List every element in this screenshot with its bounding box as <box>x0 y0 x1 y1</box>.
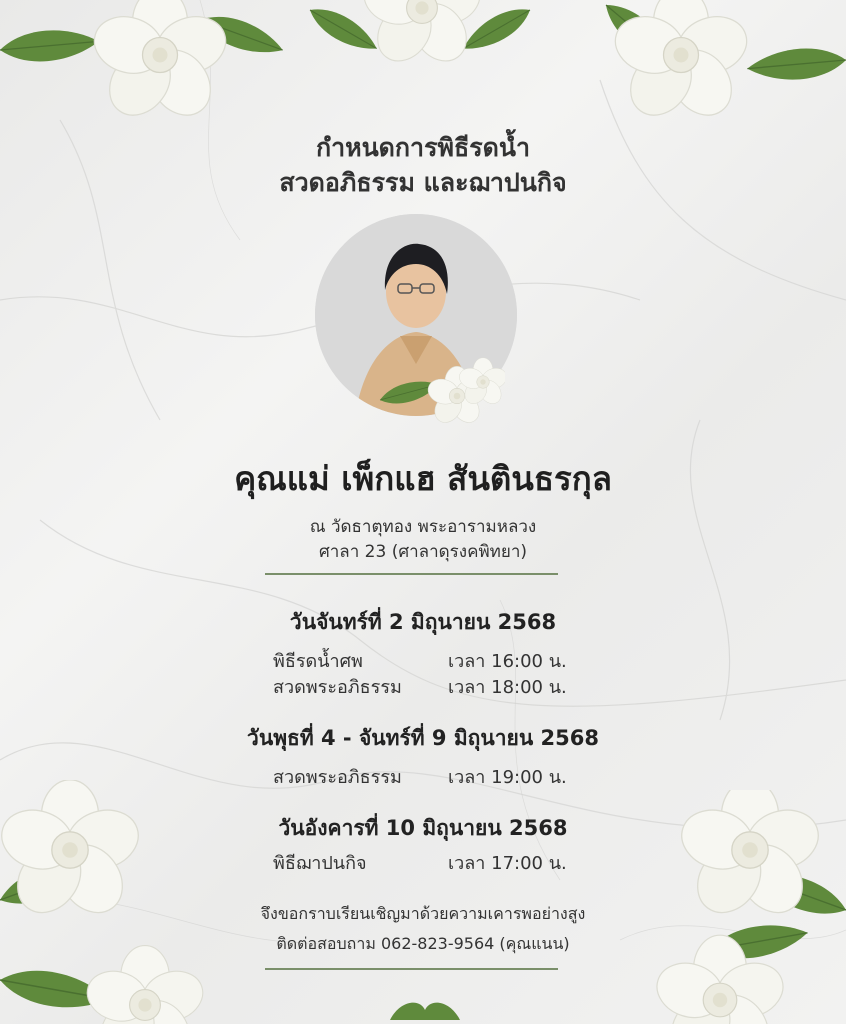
schedule-day-2: วันพุธที่ 4 - จันทร์ที่ 9 มิถุนายน 2568 <box>247 726 599 750</box>
event-name: สวดพระอภิธรรม <box>273 767 402 788</box>
schedule-event <box>273 848 593 872</box>
schedule-event <box>273 672 593 696</box>
location-line-1: ณ วัดธาตุทอง พระอารามหลวง <box>309 517 537 537</box>
schedule-event <box>273 646 593 670</box>
invitation-text: จึงขอกราบเรียนเชิญมาด้วยความเคารพอย่างสูง <box>260 904 586 923</box>
header-line-2: สวดอภิธรรม และฌาปนกิจ <box>279 168 567 197</box>
event-time: เวลา 18:00 น. <box>448 677 567 698</box>
event-name: สวดพระอภิธรรม <box>273 677 402 698</box>
contact-text: ติดต่อสอบถาม 062-823-9564 (คุณแนน) <box>276 934 570 953</box>
location-line-2: ศาลา 23 (ศาลาดุรงคพิทยา) <box>318 542 528 562</box>
schedule-day-3: วันอังคารที่ 10 มิถุนายน 2568 <box>278 816 568 840</box>
event-name: พิธีรดน้ำศพ <box>273 651 363 672</box>
event-name: พิธีฌาปนกิจ <box>273 853 367 874</box>
schedule-day-1: วันจันทร์ที่ 2 มิถุนายน 2568 <box>289 610 557 634</box>
event-time: เวลา 17:00 น. <box>448 853 567 874</box>
divider-bottom <box>265 968 558 970</box>
event-time: เวลา 16:00 น. <box>448 651 567 672</box>
event-time: เวลา 19:00 น. <box>448 767 567 788</box>
deceased-name: คุณแม่ เพ็กแฮ สันตินธรกุล <box>234 459 612 498</box>
jasmine-flower-portrait-icon <box>375 352 505 424</box>
schedule-event <box>273 762 593 786</box>
divider-top <box>265 573 558 575</box>
header-line-1: กำหนดการพิธีรดน้ำ <box>315 133 531 162</box>
